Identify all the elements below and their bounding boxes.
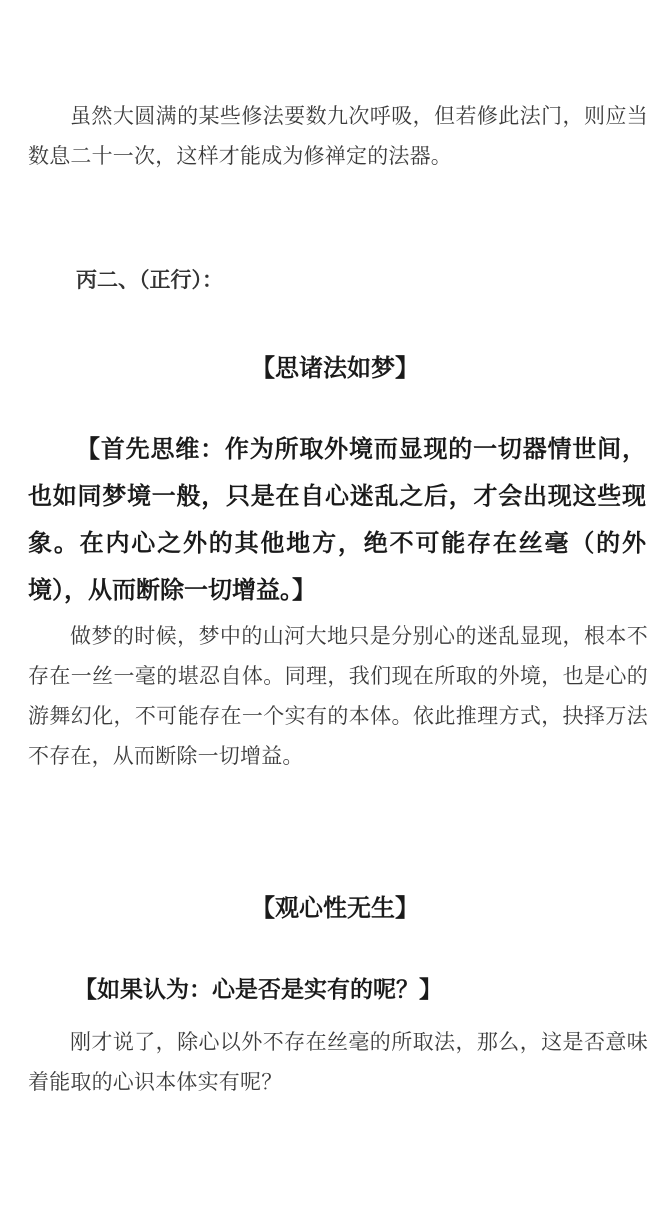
paragraph-dream-explanation: 做梦的时候，梦中的山河大地只是分别心的迷乱显现，根本不存在一丝一毫的堪忍自体。同理，我们现在所取的外境，也是心的游舞幻化，不可能存在一个实有的本体。依此推理方式，抉择万法不存在，从而断除一切增益。	[28, 624, 648, 768]
bold-question: 【如果认为：心是否是实有的呢？】	[74, 976, 442, 1003]
paragraph-question-explanation: 刚才说了，除心以外不存在丝毫的所取法，那么，这是否意味着能取的心识本体实有呢？	[28, 1030, 648, 1094]
heading-mind-nature: 【观心性无生】	[251, 893, 419, 922]
section-label: 丙二、（正行）：	[76, 268, 223, 292]
heading-dream: 【思诸法如梦】	[251, 353, 419, 382]
bold-paragraph-contemplation: 【首先思维：作为所取外境而显现的一切器情世间，也如同梦境一般，只是在自心迷乱之后，才会出现这些现象。在内心之外的其他地方，绝不可能存在丝毫（的外境），从而断除一切增益。】	[28, 434, 646, 604]
paragraph-breath-counting: 虽然大圆满的某些修法要数九次呼吸，但若修此法门，则应当数息二十一次，这样才能成为修禅定的法器。	[28, 104, 648, 168]
